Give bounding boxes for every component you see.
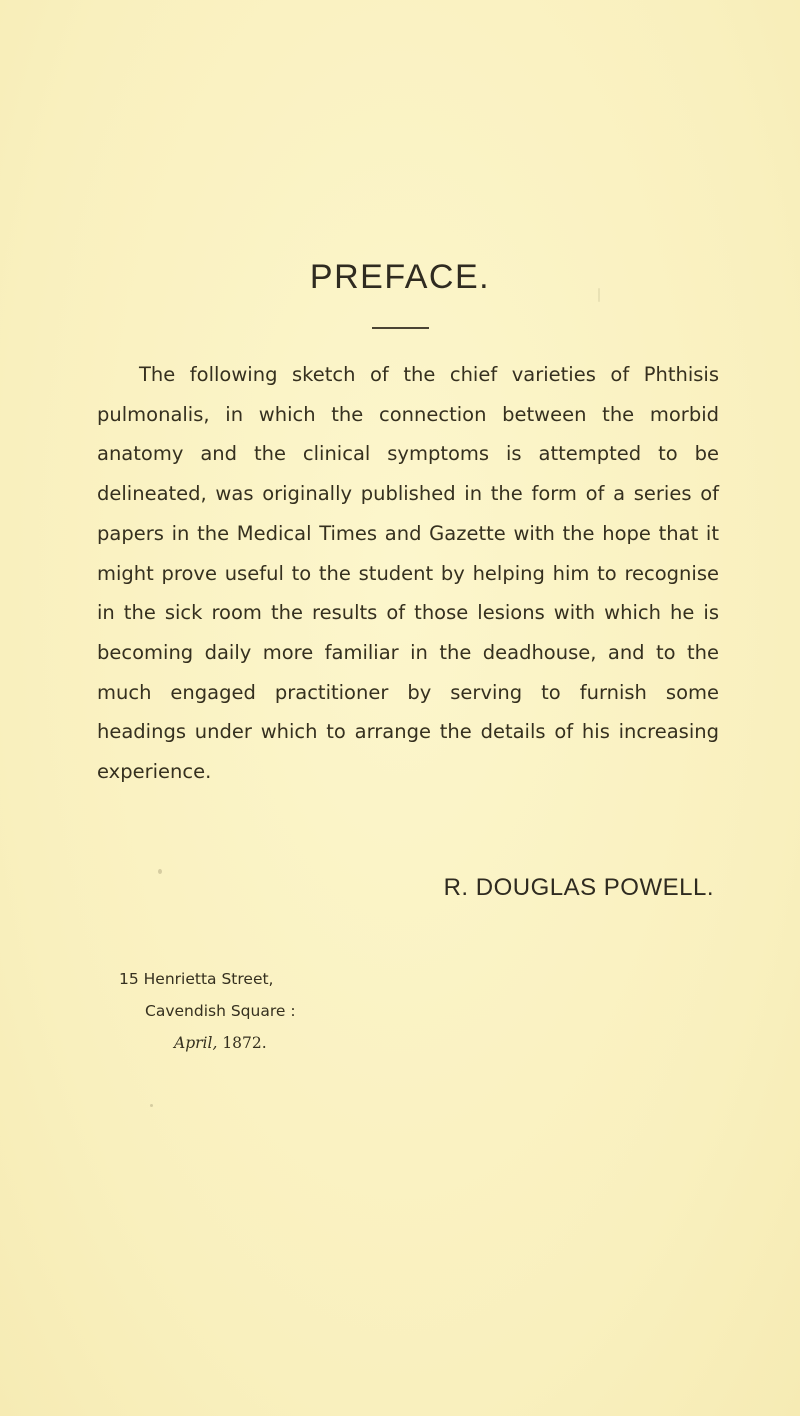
author-signature: R. DOUGLAS POWELL. <box>443 874 714 901</box>
paper-speck <box>598 288 600 302</box>
date-year: 1872. <box>222 1034 267 1052</box>
address-line-square: Cavendish Square : <box>145 1002 296 1020</box>
date-month: April, <box>174 1034 218 1052</box>
title-divider <box>372 327 429 329</box>
preface-paragraph: The following sketch of the chief varieties of Phthisis pulmonalis, in which the connection between the morbid anatomy and the clinical symptoms is attempted to be delineated, was originally published in the form of a series of papers in the Medical Times and Gazette with the hope that it might prove useful to the student by helping him to recognise in the sick room the results of those lesions with which he is becoming daily more familiar in the deadhouse, and to the much engaged practitioner by serving to furnish some headings under which to arrange the details of his increasing experience. <box>97 363 719 784</box>
page-title: PREFACE. <box>309 258 491 296</box>
address-line-street: 15 Henrietta Street, <box>119 970 274 988</box>
paper-speck <box>158 869 162 874</box>
paper-speck <box>150 1104 153 1107</box>
address-date <box>174 1034 267 1052</box>
